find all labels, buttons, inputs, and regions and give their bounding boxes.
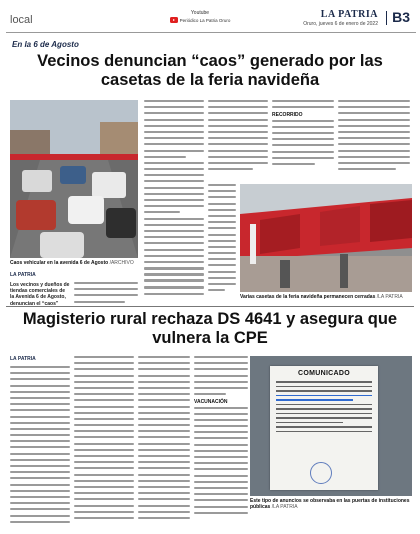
official-stamp [310,462,332,484]
story1-photo-traffic [10,100,138,258]
story2-col4 [194,356,248,530]
photo1-caption-text: Caos vehicular en la avenida 6 de Agosto [10,260,109,266]
story2-col3 [138,356,190,530]
story1-lead: Los vecinos y dueños de tiendas comerciales de la Avenida 6 de Agosto, denuncian el “caos” [10,282,70,306]
photo2-caption-text: Varias casetas de la feria navideña permanecen cerradas [240,294,376,300]
story1-col4 [338,100,410,180]
story2-photo-notice [250,356,412,496]
recorrido-subhead: RECORRIDO [272,112,303,119]
photo1-credit: /ARCHIVO [109,260,134,266]
story1-photo2-caption [240,294,416,300]
youtube-promo[interactable] [160,10,240,23]
notice-title: COMUNICADO [298,370,350,377]
story1-byline: LA PATRIA [10,272,36,278]
story2-headline: Magisterio rural rechaza DS 4641 y asegura que vulnera la CPE [22,310,398,347]
story2-col1 [10,366,70,530]
photo2-credit: /LA PATRIA [376,294,403,300]
story1-headline: Vecinos denuncian “caos” generado por las casetas de la feria navideña [37,52,383,89]
story1-col6 [208,184,236,304]
issue-date: Oruro, jueves 6 de enero de 2022 [303,21,378,27]
story1-col0 [74,282,138,306]
header-rule [6,32,416,33]
stalls-photo-graphic [240,184,412,292]
photo3-caption-text: Este tipo de anuncios se observaba en las puertas de instituciones públicas [250,498,410,510]
page-header [0,0,420,38]
story1-kicker: En la 6 de Agosto [12,40,79,49]
story2-byline: LA PATRIA [10,356,36,362]
photo3-credit: /LA PATRIA [271,504,298,510]
story1-photo1-caption [10,260,140,266]
youtube-play-icon [170,17,178,23]
story2-photo3-caption [250,498,414,510]
story1-col3 [272,100,334,180]
story1-photo-stalls [240,184,412,292]
story1-col5 [144,268,204,304]
paper-name: LA PATRIA [320,9,378,20]
story2-col2 [74,356,134,530]
vacunacion-subhead: VACUNACIÓN [194,399,228,406]
youtube-brand: Youtube [190,10,210,16]
section-name: local [10,14,33,26]
traffic-photo-graphic [10,100,138,258]
story1-col2 [208,100,268,180]
notice-paper [270,366,378,490]
story-divider [6,306,414,307]
page-number: B3 [392,9,410,25]
masthead [303,9,378,27]
youtube-channel: Periódico La Patria Oruro [179,17,231,23]
